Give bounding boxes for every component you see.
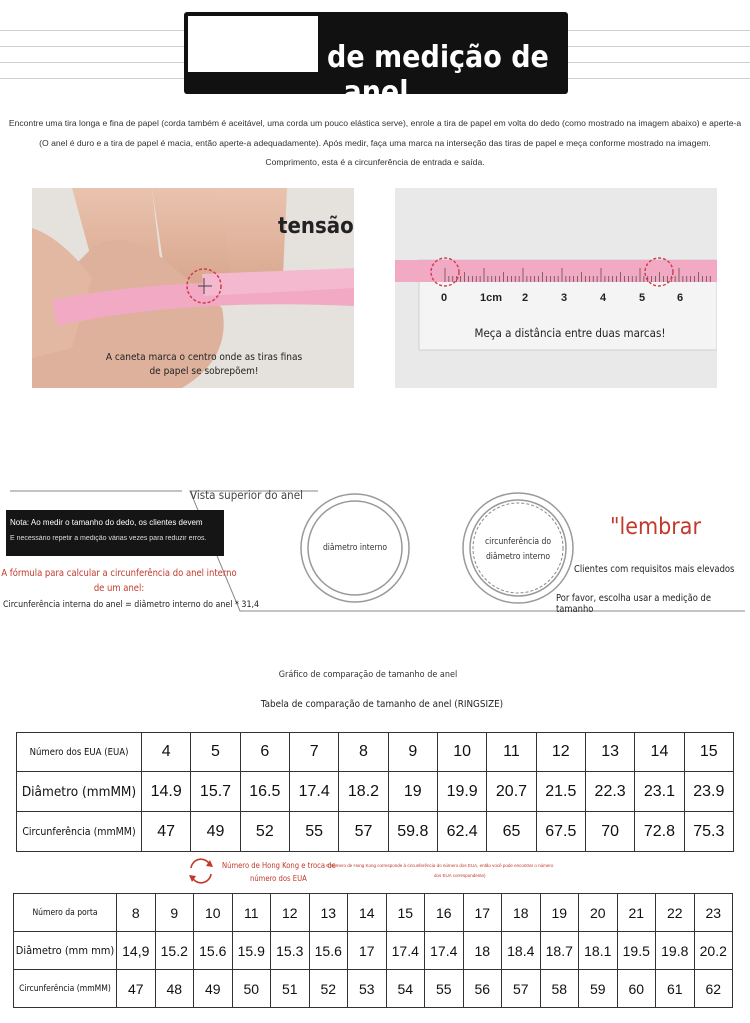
- ruler-tick-5: 5: [639, 292, 646, 304]
- remember-line-2: Por favor, escolha usar a medição de tamanho: [556, 593, 711, 615]
- hk-table-cell: 9: [155, 894, 194, 932]
- hk-table-cell: 20: [579, 894, 618, 932]
- ring-circumference-label-2: diâmetro interno: [485, 552, 551, 562]
- hk-table-cell: 15.6: [194, 932, 233, 970]
- hk-note-small-1: O número de Hong Kong corresponde à circunferência do número dos EUA, então você pode encontrar o número: [326, 863, 554, 868]
- us-table-cell: 12: [536, 733, 585, 772]
- ruler-tick-3: 3: [561, 292, 568, 304]
- formula-title-2: de um anel:: [93, 583, 145, 594]
- ruler-illustration: [395, 188, 717, 388]
- hk-table-cell: 59: [579, 970, 618, 1008]
- hk-table-cell: 62: [694, 970, 733, 1008]
- intro-line-2: (O anel é duro e a tira de papel é macia, então aperte-a adequadamente). Após medir, faça uma marca na interseção das tiras de papel e meça conforme mostrado na imagem.: [39, 138, 711, 148]
- hk-table-cell: 17.4: [386, 932, 425, 970]
- hk-table-cell: 48: [155, 970, 194, 1008]
- formula-title-1: A fórmula para calcular a circunferência do anel interno: [1, 568, 237, 579]
- us-table-cell: 10: [437, 733, 486, 772]
- hk-table-row-label: Diâmetro (mm mm): [14, 932, 117, 970]
- us-table-row: [17, 772, 734, 812]
- us-table-row-label: Circunferência (mmMM): [17, 812, 142, 852]
- note-line-1: Nota: Ao medir o tamanho do dedo, os clientes devem: [10, 518, 203, 527]
- hk-table-cell: 20.2: [694, 932, 733, 970]
- size-chart-title-text: Gráfico de comparação de tamanho de anel: [278, 670, 458, 680]
- hk-table-cell: 54: [386, 970, 425, 1008]
- ruler-tick-2: 2: [522, 292, 529, 304]
- hk-table-row-label: Circunferência (mmMM): [14, 970, 117, 1008]
- us-table-cell: 7: [289, 733, 338, 772]
- hk-table-cell: 15: [386, 894, 425, 932]
- us-table-row: [17, 733, 734, 772]
- ring-inner-diameter-label: diâmetro interno: [310, 543, 400, 553]
- hk-table-cell: 61: [656, 970, 695, 1008]
- us-table-cell: 18.2: [339, 772, 388, 812]
- page-title: Método de medição de anel: [203, 40, 549, 110]
- hk-table-cell: 15.6: [309, 932, 348, 970]
- hk-table-cell: 50: [232, 970, 271, 1008]
- us-table-cell: 13: [585, 733, 634, 772]
- us-table-cell: 72.8: [635, 812, 684, 852]
- ring-top-view-label: Vista superior do anel: [190, 488, 303, 502]
- ruler-tick-1: 1cm: [480, 292, 503, 304]
- us-table-cell: 21.5: [536, 772, 585, 812]
- us-table-cell: 67.5: [536, 812, 585, 852]
- hk-table-cell: 17: [463, 894, 502, 932]
- hk-table-cell: 52: [309, 970, 348, 1008]
- size-table-title: [0, 699, 750, 710]
- pen-mark-caption: A caneta marca o centro onde as tiras finas de papel se sobrepõem!: [105, 352, 303, 377]
- hk-table-cell: 23: [694, 894, 733, 932]
- hk-table-cell: 16: [425, 894, 464, 932]
- hk-table-cell: 15.9: [232, 932, 271, 970]
- us-table-cell: 5: [191, 733, 240, 772]
- hk-table-cell: 14,9: [117, 932, 156, 970]
- hk-table-cell: 11: [232, 894, 271, 932]
- us-table-cell: 8: [339, 733, 388, 772]
- hk-table-cell: 18: [502, 894, 541, 932]
- us-table-cell: 49: [191, 812, 240, 852]
- hk-table-cell: 56: [463, 970, 502, 1008]
- ruler-tick-0: 0: [441, 292, 448, 304]
- photo-ruler-measurement: [395, 188, 717, 388]
- size-table-title-text: Tabela de comparação de tamanho de anel (RINGSIZE): [260, 699, 504, 710]
- us-table-cell: 55: [289, 812, 338, 852]
- us-table-cell: 11: [487, 733, 536, 772]
- us-table-cell: 59.8: [388, 812, 437, 852]
- size-chart-title: [0, 670, 750, 680]
- us-table-cell: 17.4: [289, 772, 338, 812]
- us-table-cell: 20.7: [487, 772, 536, 812]
- us-table-row-label: Diâmetro (mmMM): [17, 772, 142, 812]
- hk-table-cell: 12: [271, 894, 310, 932]
- us-table-cell: 15.7: [191, 772, 240, 812]
- hk-table-cell: 49: [194, 970, 233, 1008]
- us-table-row-label: Número dos EUA (EUA): [17, 733, 142, 772]
- formula-text: Circunferência interna do anel = diâmetro interno do anel * 31,4: [2, 600, 260, 610]
- note-line-2: É necessário repetir a medição várias vezes para reduzir erros.: [10, 535, 207, 542]
- us-table-cell: 19.9: [437, 772, 486, 812]
- us-table-row: [17, 812, 734, 852]
- hk-size-table: [13, 893, 733, 1008]
- us-table-cell: 62.4: [437, 812, 486, 852]
- exchange-arrows-icon: [186, 856, 216, 886]
- hk-table-row: [14, 932, 733, 970]
- us-size-table: [16, 732, 734, 852]
- hk-table-cell: 22: [656, 894, 695, 932]
- hk-table-cell: 15.2: [155, 932, 194, 970]
- hk-table-cell: 17.4: [425, 932, 464, 970]
- us-table-cell: 65: [487, 812, 536, 852]
- hk-table-cell: 17: [348, 932, 387, 970]
- ruler-tick-4: 4: [600, 292, 607, 304]
- hk-table-cell: 53: [348, 970, 387, 1008]
- ruler-caption: Meça a distância entre duas marcas!: [474, 326, 666, 340]
- us-table-cell: 14: [635, 733, 684, 772]
- us-table-cell: 75.3: [684, 812, 733, 852]
- hk-table-cell: 58: [540, 970, 579, 1008]
- us-table-cell: 47: [142, 812, 191, 852]
- hk-table-cell: 13: [309, 894, 348, 932]
- photo-finger-measurement: [32, 188, 354, 388]
- us-table-cell: 52: [240, 812, 289, 852]
- hk-table-row: [14, 970, 733, 1008]
- hk-table-cell: 18.1: [579, 932, 618, 970]
- hk-table-cell: 60: [617, 970, 656, 1008]
- hk-table-cell: 14: [348, 894, 387, 932]
- us-table-cell: 14.9: [142, 772, 191, 812]
- us-table-cell: 16.5: [240, 772, 289, 812]
- hk-table-cell: 55: [425, 970, 464, 1008]
- hk-note-title-2: número dos EUA: [250, 874, 307, 883]
- us-table-cell: 57: [339, 812, 388, 852]
- us-table-cell: 15: [684, 733, 733, 772]
- hk-table-cell: 18.7: [540, 932, 579, 970]
- us-table-cell: 70: [585, 812, 634, 852]
- hk-table-cell: 19: [540, 894, 579, 932]
- hk-table-cell: 19.8: [656, 932, 695, 970]
- ring-circumference-label-1: circunferência do: [484, 537, 552, 547]
- hk-table-row-label: Número da porta: [14, 894, 117, 932]
- hk-table-cell: 18.4: [502, 932, 541, 970]
- hk-table-cell: 10: [194, 894, 233, 932]
- us-table-cell: 23.9: [684, 772, 733, 812]
- intro-line-1: Encontre uma tira longa e fina de papel (corda também é aceitável, uma corda um pouco elástica serve), enrole a tira de papel em volta do dedo (como mostrado na imagem abaixo) e aperte-a: [8, 118, 742, 128]
- hk-table-cell: 47: [117, 970, 156, 1008]
- hk-table-cell: 8: [117, 894, 156, 932]
- us-table-cell: 22.3: [585, 772, 634, 812]
- note-box: [6, 510, 224, 556]
- hk-table-cell: 21: [617, 894, 656, 932]
- hk-note-title-1: Número de Hong Kong e troca de: [222, 861, 336, 870]
- hk-table-cell: 57: [502, 970, 541, 1008]
- hk-table-cell: 19.5: [617, 932, 656, 970]
- hk-table-cell: 15.3: [271, 932, 310, 970]
- hk-note-small-2: dos EUA correspondente): [434, 873, 486, 878]
- intro-line-3: Comprimento, esta é a circunferência de entrada e saída.: [265, 157, 485, 167]
- tension-label: tensão: [278, 214, 354, 239]
- us-table-cell: 9: [388, 733, 437, 772]
- us-table-cell: 19: [388, 772, 437, 812]
- remember-heading: "lembrar: [610, 514, 701, 540]
- us-table-cell: 23.1: [635, 772, 684, 812]
- us-table-cell: 6: [240, 733, 289, 772]
- us-table-cell: 4: [142, 733, 191, 772]
- remember-line-1: Clientes com requisitos mais elevados: [574, 564, 735, 575]
- hk-table-cell: 51: [271, 970, 310, 1008]
- ruler-tick-6: 6: [677, 292, 684, 304]
- hk-table-cell: 18: [463, 932, 502, 970]
- hk-table-row: [14, 894, 733, 932]
